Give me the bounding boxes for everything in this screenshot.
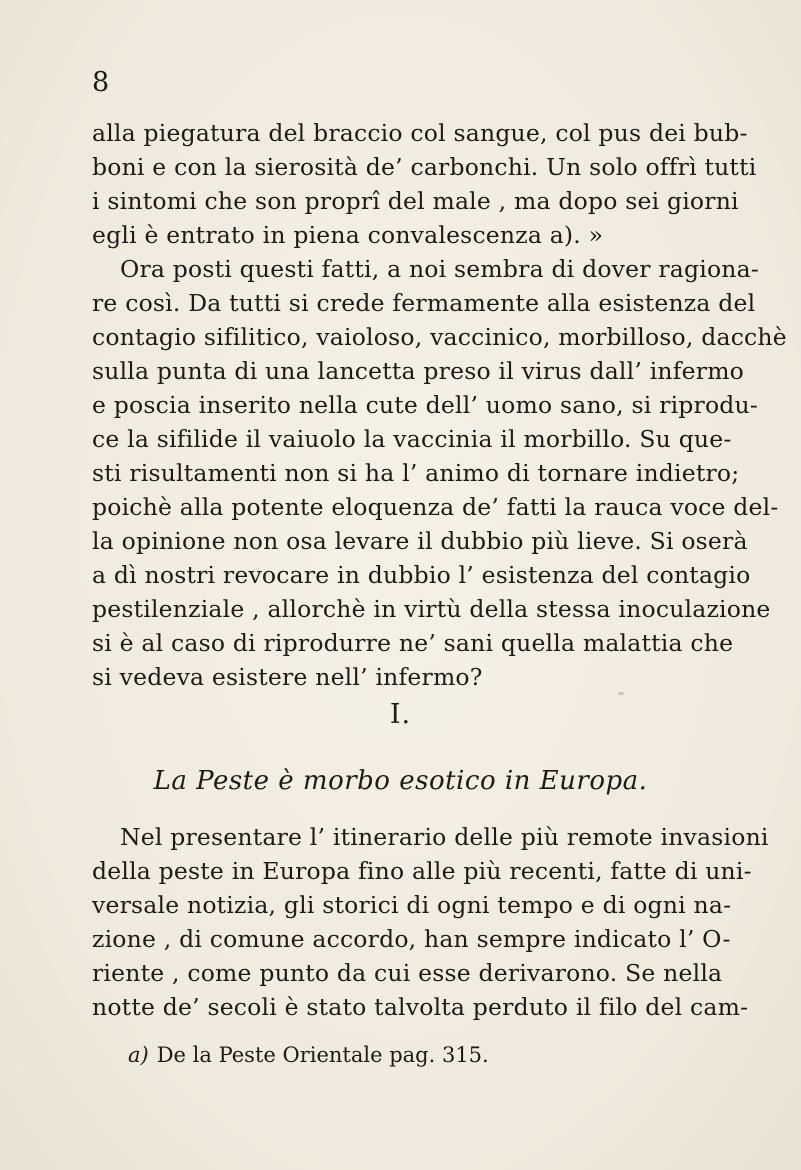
text-line: ce la sifilide il vaiuolo la vaccinia il morbillo. Su que- [92,425,732,453]
text-line: e poscia inserito nella cute dell’ uomo sano, si riprodu- [92,391,759,419]
text-line: alla piegatura del braccio col sangue, col pus dei bub- [92,119,748,147]
text-line: contagio sifilitico, vaioloso, vaccinico, morbilloso, dacchè [92,323,787,351]
section-title: La Peste è morbo esotico in Europa. [153,766,648,796]
text-line: zione , di comune accordo, han sempre indicato l’ O- [92,925,731,953]
text-line: sti risultamenti non si ha l’ animo di tornare indietro; [92,459,740,487]
footnote-text: De la Peste Orientale pag. 315. [156,1043,489,1067]
text-line: pestilenziale , allorchè in virtù della stessa inoculazione [92,595,771,623]
text-line: a dì nostri revocare in dubbio l’ esistenza del contagio [92,561,751,589]
text-line: sulla punta di una lancetta preso il virus dall’ infermo [92,357,745,385]
footnote [128,1042,489,1068]
text-line: riente , come punto da cui esse derivarono. Se nella [92,959,723,987]
text-line: Nel presentare l’ itinerario delle più remote invasioni [120,823,769,851]
text-line: si vedeva esistere nell’ infermo? [92,663,483,691]
text-line: si è al caso di riprodurre ne’ sani quella malattia che [92,629,734,657]
text-line: la opinione non osa levare il dubbio più lieve. Si oserà [92,527,748,555]
text-line: boni e con la sierosità de’ carbonchi. Un solo offrì tutti [92,153,757,181]
text-line: Ora posti questi fatti, a noi sembra di dover ragiona- [120,255,759,283]
paper-smudge [618,692,624,695]
text-line: egli è entrato in piena convalescenza a). » [92,221,604,249]
text-line: i sintomi che son proprî del male , ma dopo sei giorni [92,187,739,215]
text-line: notte de’ secoli è stato talvolta perduto il filo del cam- [92,993,749,1021]
footnote-mark: a) [128,1043,149,1067]
text-line: poichè alla potente eloquenza de’ fatti la rauca voce del- [92,493,779,521]
text-line: versale notizia, gli storici di ogni tempo e di ogni na- [92,891,732,919]
page-number: 8 [92,67,110,98]
text-line: re così. Da tutti si crede fermamente alla esistenza del [92,289,756,317]
text-line: della peste in Europa fino alle più recenti, fatte di uni- [92,857,752,885]
section-number: I. [389,699,412,730]
